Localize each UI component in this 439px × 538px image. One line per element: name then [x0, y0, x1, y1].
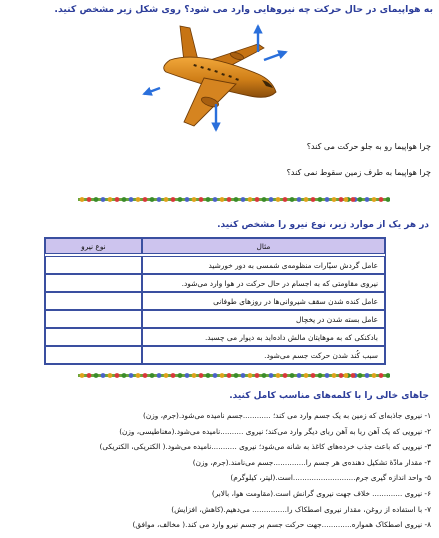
section-title-fill-blanks: جاهای خالی را با کلمه‌های مناسب کامل کنید.	[229, 391, 429, 401]
list-item: ۶- نیروی ............. خلاف جهت نیروی گرانش است.(مقاومت هوا، بالابر)	[211, 488, 431, 498]
answer-cell[interactable]	[45, 310, 142, 328]
section-title-force-type: در هر یک از موارد زیر، نوع نیرو را مشخص کنید.	[217, 220, 429, 230]
table-row	[45, 328, 385, 346]
table-row	[45, 310, 385, 328]
airplane-illustration	[140, 22, 290, 132]
fill-blank-list	[6, 408, 431, 533]
list-item: ۱- نیروی جاذبه‌ای که زمین به یک جسم وارد می کند؛ ............جسم نامیده می‌شود.(جرم، وزن)	[143, 411, 431, 420]
example-cell: بادکنکی که به موهایتان مالش داده‌اید به دیوار می چسبد.	[142, 328, 385, 346]
example-cell: نیروی مقاومتی که به اجسام در حال حرکت در هوا وارد می‌شود.	[142, 274, 385, 292]
header-example: مثال	[142, 238, 385, 254]
list-item: ۸- نیروی اصطکاک همواره.............جهت حرکت جسم بر جسم نیرو وارد می کند.( مخالف، موافق)	[132, 520, 431, 530]
table-row	[45, 256, 385, 274]
answer-cell[interactable]	[45, 346, 142, 364]
header-force-type: نوع نیرو	[45, 238, 142, 254]
thrust-arrow	[264, 52, 286, 60]
table-row	[45, 346, 385, 364]
list-item: ۵- واحد اندازه گیری جرم...........................است.(لیتر، کیلوگرم)	[230, 473, 431, 483]
decorative-border	[78, 195, 390, 204]
example-cell: عامل کنده شدن سقف شیروانی‌ها در روزهای طوفانی	[142, 292, 385, 310]
example-cell: عامل بسته شدن در یخچال	[142, 310, 385, 328]
drag-arrow	[144, 88, 160, 94]
answer-cell[interactable]	[45, 292, 142, 310]
example-cell: سبب کُند شدن حرکت جسم می‌شود.	[142, 346, 385, 364]
list-item: ۲- نیرویی که یک آهن ربا به آهن ربای دیگر وارد می‌کند؛ نیروی ..........نامیده می‌شود.(مغناطیسی، وزن)	[119, 426, 431, 436]
question-1: چرا هواپیما رو به جلو حرکت می کند؟	[306, 142, 431, 151]
answer-cell[interactable]	[45, 256, 142, 274]
answer-cell[interactable]	[45, 328, 142, 346]
decorative-border	[78, 371, 390, 380]
question-2: چرا هواپیما به طرف زمین سقوط نمی کند؟	[286, 168, 431, 177]
answer-cell[interactable]	[45, 274, 142, 292]
list-item: ۳- نیرویی که باعث جذب خرده‌های کاغذ به شانه می‌شود؛ نیروی ...........نامیده می‌شود.( الکتریکی، الکتریکی)	[99, 442, 431, 452]
list-item: ۷- با استفاده از روغن، مقدار نیروی اصطکاک را............... می‌دهیم.(کاهش، افزایش)	[171, 504, 431, 514]
example-cell: عامل گردش سیّارات منظومه‌ی شمسی به دور خورشید	[142, 256, 385, 274]
list-item: ۴- مقدار مادّهٔ تشکیل دهنده‌ی هر جسم را..............جسم می‌نامند.(جرم، وزن)	[192, 457, 431, 467]
table-row	[45, 274, 385, 292]
table-row	[45, 292, 385, 310]
page-title: به هواپیمای در حال حرکت چه نیروهایی وارد می شود؟ روی شکل زیر مشخص کنید.	[54, 4, 433, 15]
force-type-table	[44, 237, 386, 365]
